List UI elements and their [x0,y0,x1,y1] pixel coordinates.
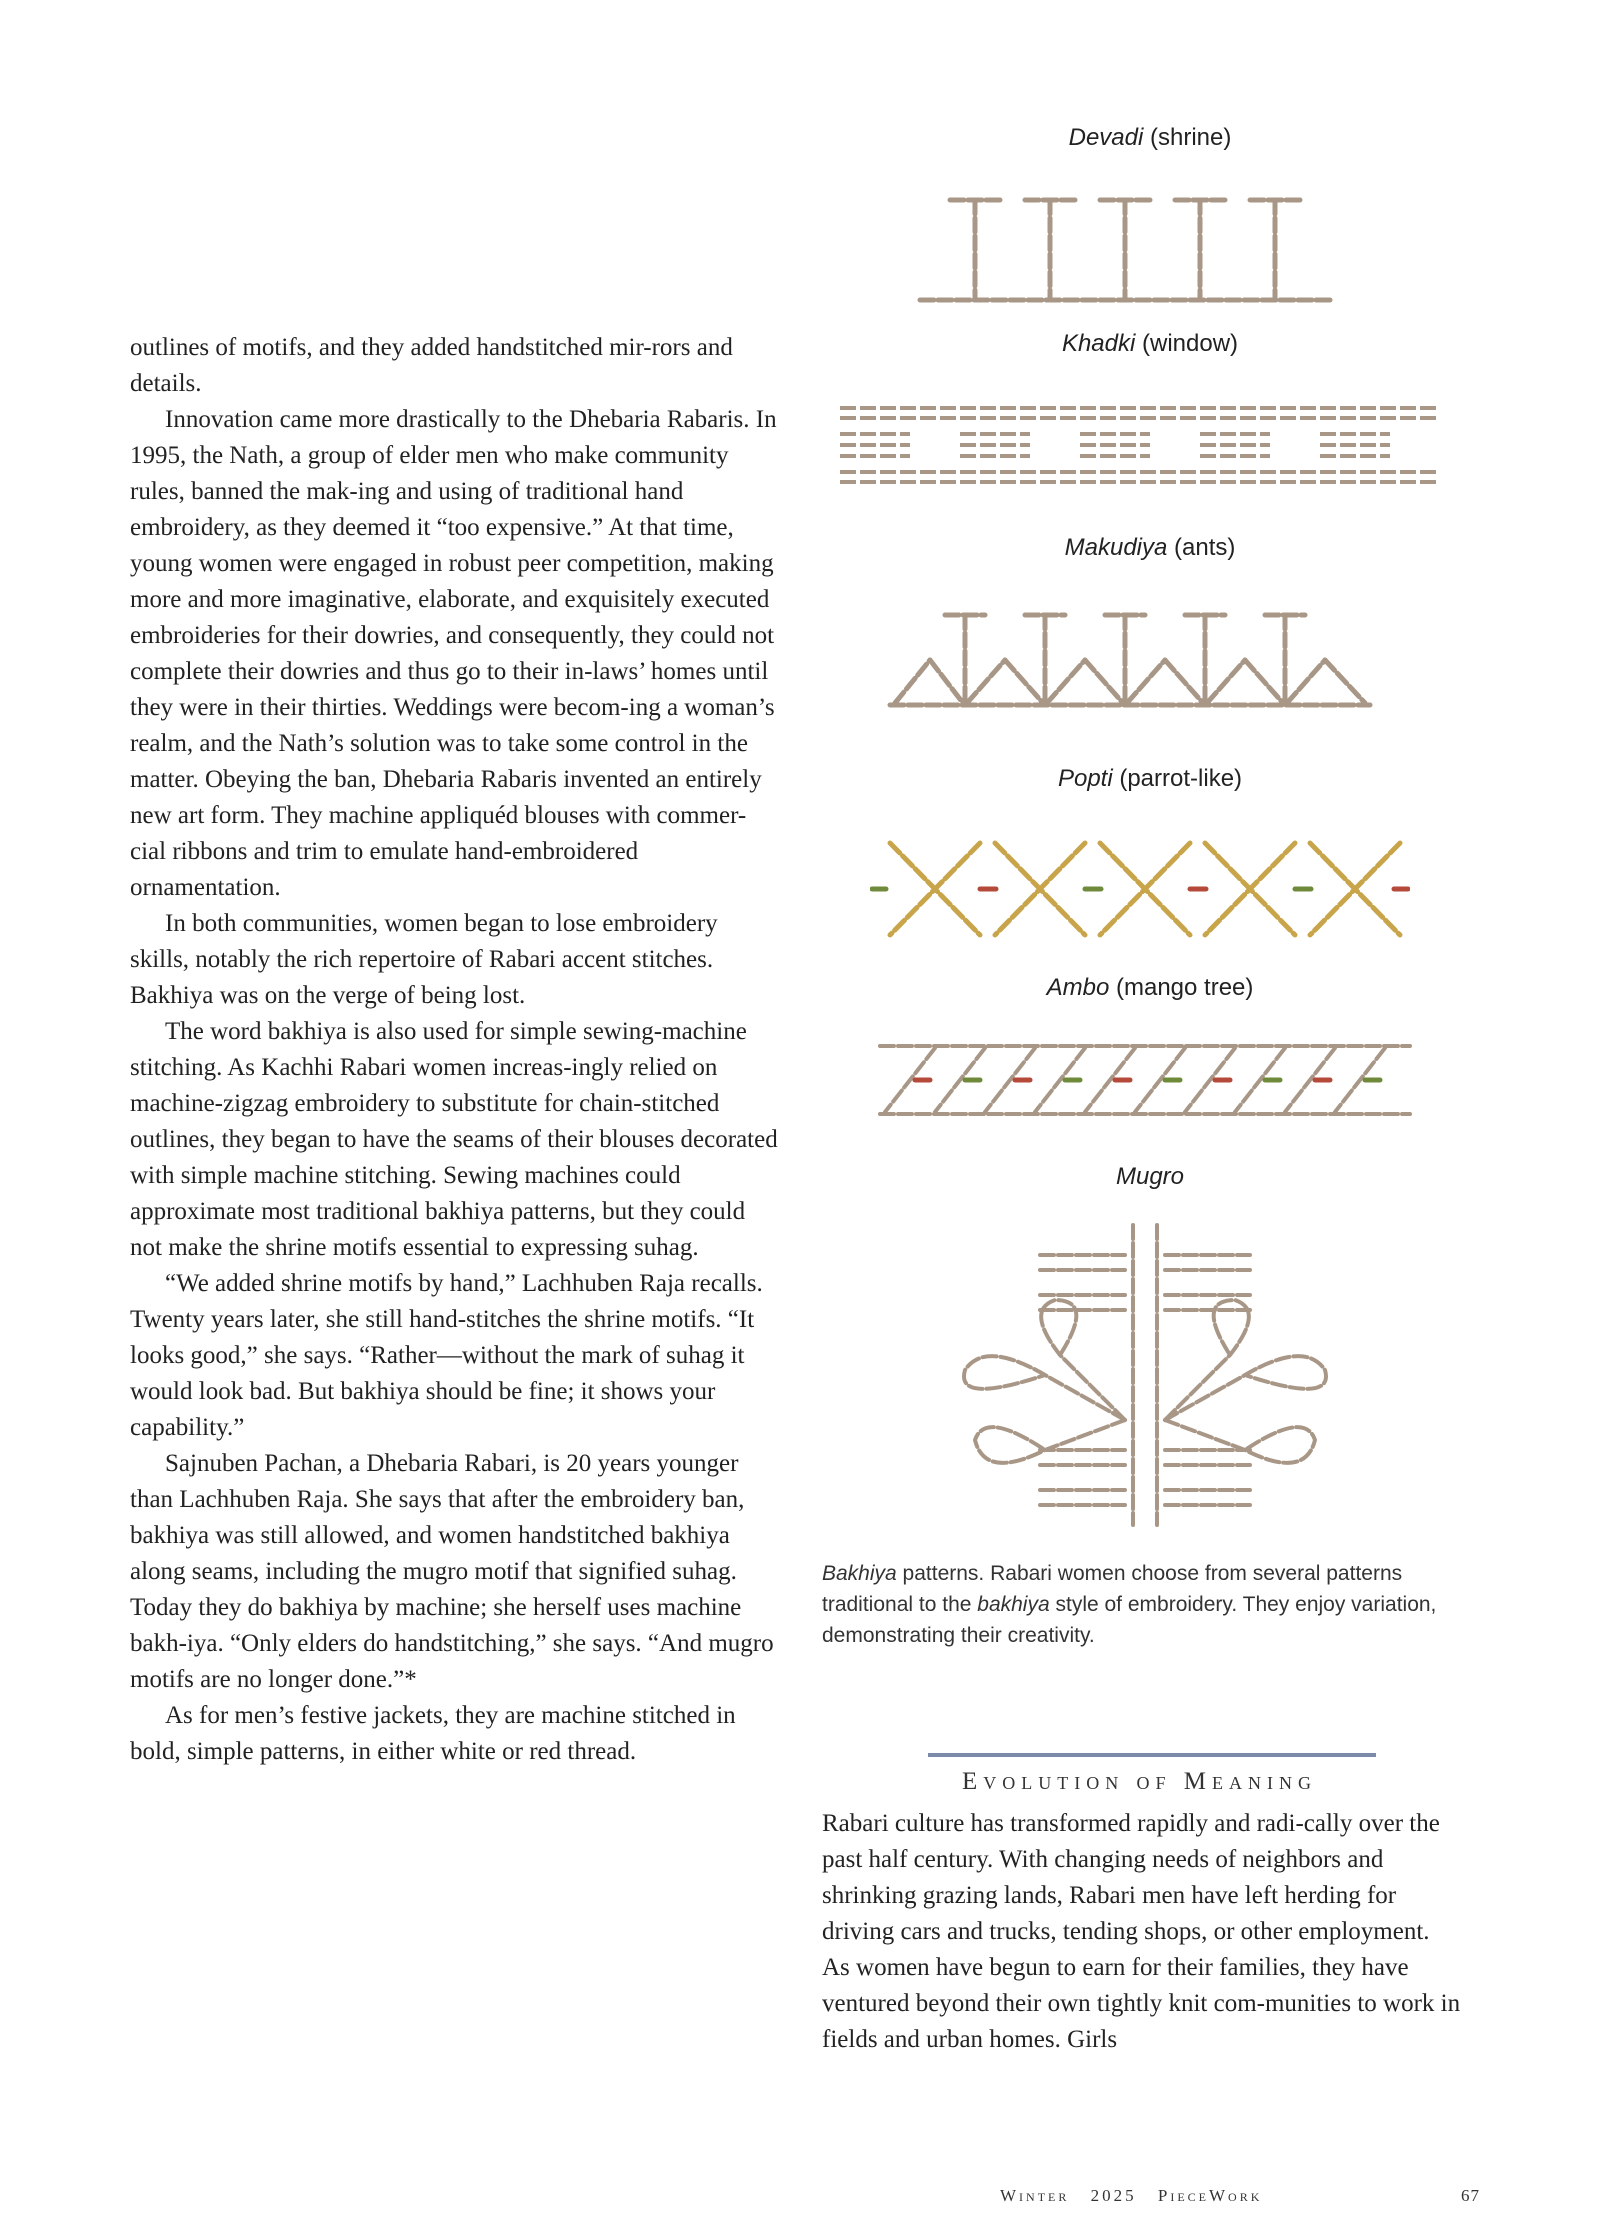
footer-year: 2025 [1090,2186,1137,2205]
ambo-motif [875,1040,1415,1120]
paragraph-1: outlines of motifs, and they added handstitched mir-rors and details. [130,334,733,397]
popti-name: Popti [1057,765,1113,792]
mugro-label [1030,1163,1270,1191]
caption-italic-mid: bakhiya [977,1593,1050,1616]
makudiya-label [1040,534,1260,562]
paragraph-3: In both communities, women began to lose embroidery skills, notably the rich repertoire of Rabari accent stitches. Bakhiya was on the verge of being lost. [130,910,718,1009]
khadki-name: Khadki [1061,330,1136,357]
mugro-motif [945,1220,1345,1530]
section-heading: Evolution of Meaning [962,1768,1317,1795]
footer-magazine: PieceWork [1157,2186,1263,2205]
caption-text-2: style of embroidery. They enjoy variation, demonstrating their creativity. [822,1593,1437,1647]
khadki-label [1030,330,1270,358]
khadki-motif [835,400,1445,490]
popti-meaning: (parrot-like) [1119,765,1243,792]
caption-text-1: patterns. Rabari women choose from several patterns traditional to the [822,1562,1403,1616]
paragraph-2: Innovation came more drastically to the Dhebaria Rabaris. In 1995, the Nath, a group of elder men who make community rules, banned the mak-ing and using of traditional hand embroidery, as they deemed it “too expensive.” At that time, young women were engaged in robust peer competition, making more and more imaginative, elaborate, and exquisitely executed embroideries for their dowries, and consequently, they could not complete their dowries and thus go to their in-laws’ homes until they were in their thirties. Weddings were becom-ing a woman’s realm, and the Nath’s solution was to take some control in the matter. Obeying the ban, Dhebaria Rabaris invented an entirely new art form. They machine appliquéd blouses with commer-cial ribbons and trim to emulate hand-embroidered ornamentation. [130,406,777,901]
left-article-column [130,330,780,1770]
footer-season: Winter [1000,2186,1070,2205]
popti-label [1020,765,1280,793]
devadi-meaning: (shrine) [1150,124,1232,151]
ambo-meaning: (mango tree) [1115,974,1254,1001]
paragraph-7: As for men’s festive jackets, they are machine stitched in bold, simple patterns, in either white or red thread. [130,1702,736,1765]
popti-motif [870,835,1410,945]
page-number: 67 [1461,2186,1480,2205]
khadki-meaning: (window) [1142,330,1239,357]
paragraph-5: “We added shrine motifs by hand,” Lachhuben Raja recalls. Twenty years later, she still hand-stitches the shrine motifs. “It looks good,” she says. “Rather—without the mark of suhag it would look bad. But bakhiya should be fine; it shows your capability.” [130,1270,763,1441]
section-paragraph: Rabari culture has transformed rapidly and radi-cally over the past half century. With changing needs of neighbors and shrinking grazing lands, Rabari men have left herding for driving cars and trucks, tending shops, or other employment. As women have begun to earn for their families, they have ventured beyond their own tightly knit com-munities to work in fields and urban homes. Girls [822,1810,1461,2053]
makudiya-name: Makudiya [1064,534,1168,561]
paragraph-6: Sajnuben Pachan, a Dhebaria Rabari, is 20 years younger than Lachhuben Raja. She says that after the embroidery ban, bakhiya was still allowed, and women handstitched bakhiya along seams, including the mugro motif that signified suhag. Today they do bakhiya by machine; she herself uses machine bakh-iya. “Only elders do handstitching,” she says. “And mugro motifs are no longer done.”* [130,1450,774,1693]
ambo-name: Ambo [1046,974,1110,1001]
mugro-name: Mugro [1115,1163,1185,1190]
devadi-label [1040,124,1260,152]
devadi-name: Devadi [1068,124,1144,151]
makudiya-meaning: (ants) [1174,534,1236,561]
section-divider [928,1753,1376,1757]
right-article-column [822,1806,1462,2058]
ambo-label [1010,974,1290,1002]
caption-italic-lead: Bakhiya [822,1562,897,1585]
figure-caption [822,1558,1462,1651]
paragraph-4: The word bakhiya is also used for simple sewing-machine stitching. As Kachhi Rabari women increas-ingly relied on machine-zigzag embroidery to substitute for chain-stitched outlines, they began to have the seams of their blouses decorated with simple machine stitching. Sewing machines could approximate most traditional bakhiya patterns, but they could not make the shrine motifs essential to expressing suhag. [130,1018,778,1261]
makudiya-motif [885,605,1375,715]
devadi-motif [915,190,1335,310]
page-footer [1000,2186,1480,2206]
